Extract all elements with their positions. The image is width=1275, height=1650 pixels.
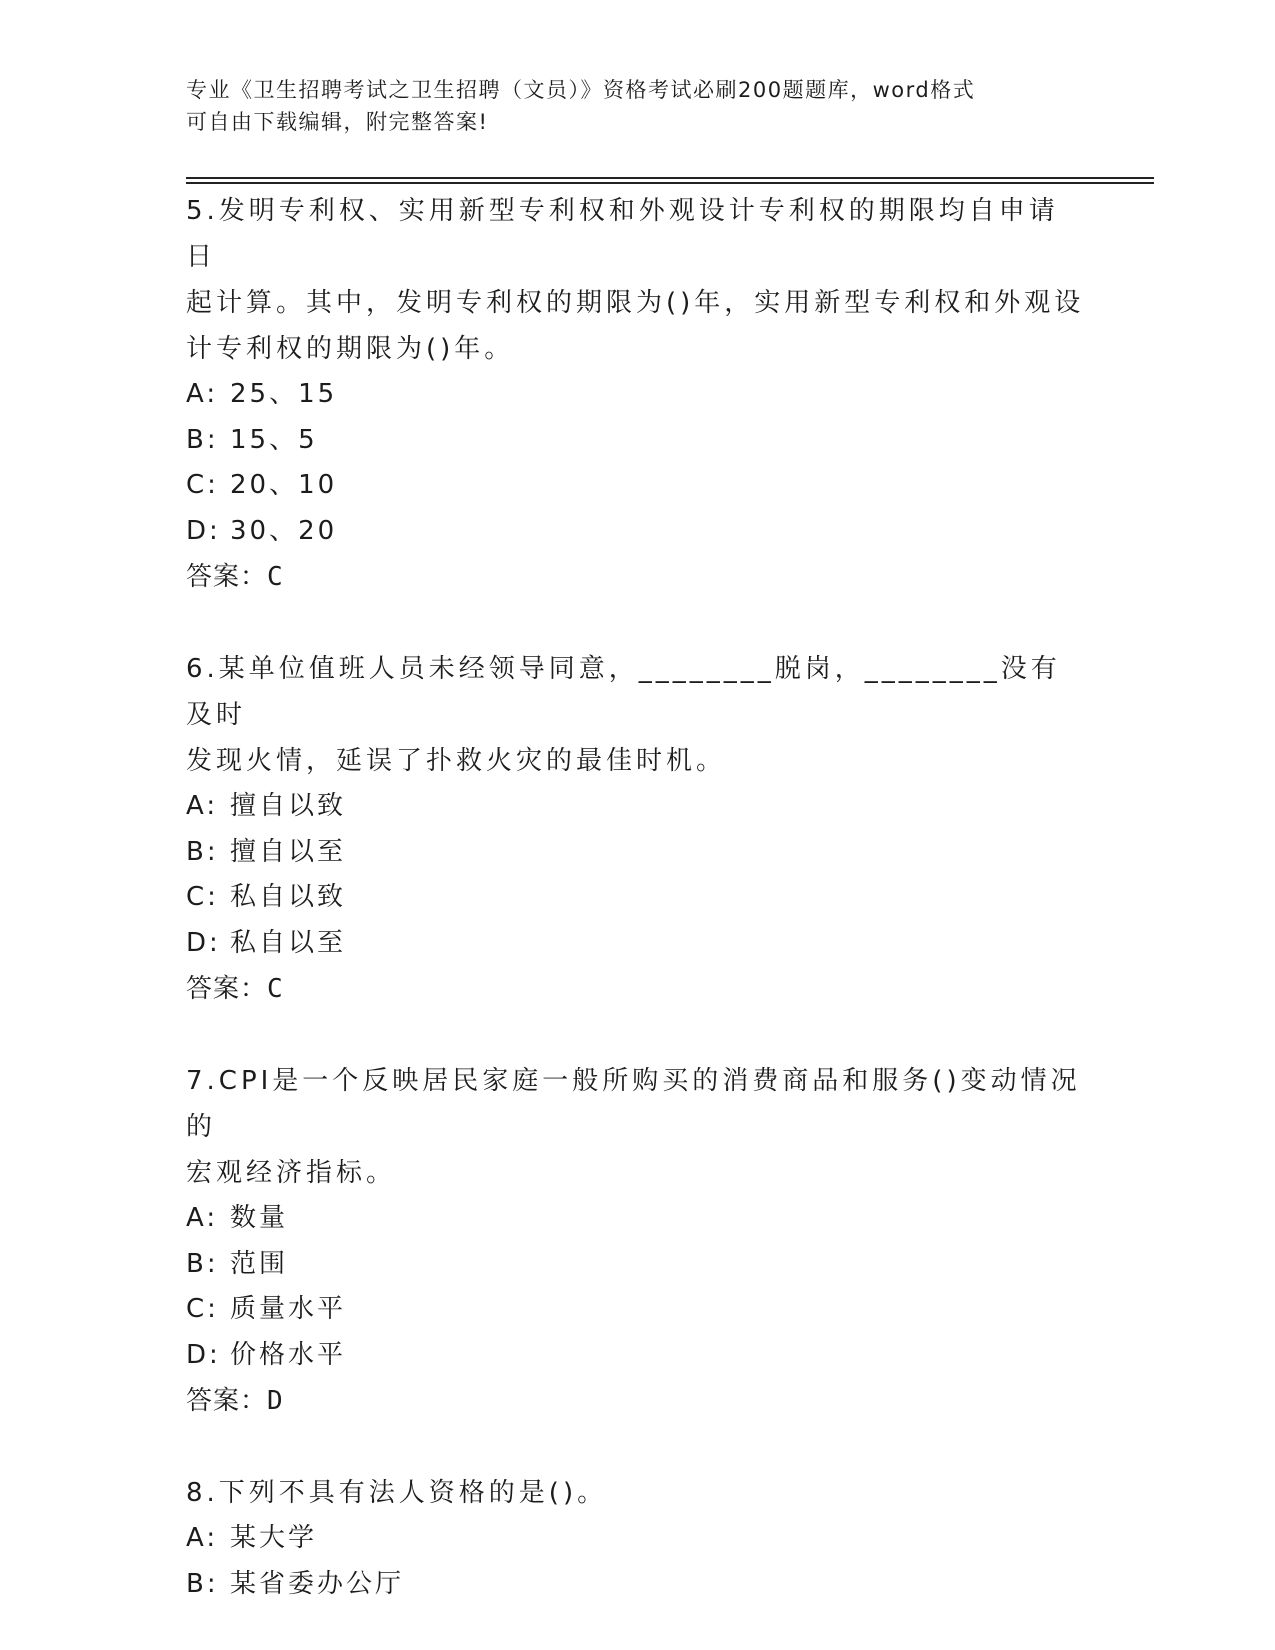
spacer — [186, 1012, 1086, 1058]
option-text: 私自以致 — [230, 882, 347, 912]
question-list — [186, 188, 1086, 1607]
option-key: D: — [186, 927, 221, 958]
option-key: A: — [186, 1203, 219, 1233]
stem-line: 6.某单位值班人员未经领导同意，________脱岗，________没有及时 — [186, 654, 1061, 730]
answer-label: 答案： — [186, 974, 268, 1004]
header-divider-top — [186, 177, 1154, 179]
option-c — [186, 463, 1086, 509]
option-c — [186, 1287, 1086, 1333]
option-key: B: — [186, 836, 219, 867]
option-a — [186, 372, 1086, 418]
option-key: B: — [186, 424, 219, 455]
option-key: C: — [186, 882, 219, 912]
option-a — [186, 1196, 1086, 1242]
option-text: 擅自以至 — [230, 836, 347, 867]
option-key: A: — [186, 379, 219, 409]
option-text: 擅自以致 — [230, 791, 347, 821]
option-text: 30、20 — [230, 515, 338, 546]
header-line-1: 专业《卫生招聘考试之卫生招聘（文员）》资格考试必刷200题题库，word格式 — [186, 78, 976, 102]
option-key: D: — [186, 1339, 221, 1370]
question-stem — [186, 1470, 1086, 1516]
spacer — [186, 1424, 1086, 1470]
question-stem — [186, 1058, 1086, 1196]
option-text: 20、10 — [230, 470, 338, 500]
header-line-2: 可自由下载编辑，附完整答案! — [186, 110, 489, 134]
question-8 — [186, 1470, 1086, 1607]
option-key: C: — [186, 1294, 219, 1324]
option-d — [186, 1333, 1086, 1379]
stem-line: 计专利权的期限为()年。 — [186, 334, 515, 364]
stem-line: 宏观经济指标。 — [186, 1158, 397, 1188]
answer — [186, 1378, 1086, 1424]
stem-line: 7.CPI是一个反映居民家庭一般所购买的消费商品和服务()变动情况的 — [186, 1066, 1081, 1142]
answer-value: C — [267, 562, 284, 592]
option-text: 价格水平 — [230, 1339, 347, 1370]
stem-line: 发现火情，延误了扑救火灾的最佳时机。 — [186, 746, 727, 776]
option-key: B: — [186, 1568, 219, 1599]
option-text: 私自以至 — [230, 927, 347, 958]
stem-line: 起计算。其中，发明专利权的期限为()年，实用新型专利权和外观设 — [186, 288, 1085, 318]
option-a — [186, 784, 1086, 830]
option-text: 质量水平 — [230, 1294, 347, 1324]
answer-value: D — [267, 1386, 284, 1416]
answer — [186, 966, 1086, 1012]
option-key: A: — [186, 1523, 219, 1553]
option-key: D: — [186, 515, 221, 546]
document-header — [186, 74, 1066, 138]
question-7 — [186, 1058, 1086, 1424]
answer-value: C — [267, 974, 284, 1004]
option-b — [186, 830, 1086, 876]
option-text: 某省委办公厅 — [230, 1568, 405, 1599]
option-d — [186, 921, 1086, 967]
spacer — [186, 600, 1086, 646]
option-text: 范围 — [230, 1248, 289, 1279]
option-key: B: — [186, 1248, 219, 1279]
option-a — [186, 1516, 1086, 1562]
option-text: 15、5 — [230, 424, 318, 455]
header-divider-bottom — [186, 182, 1154, 184]
question-stem — [186, 188, 1086, 372]
answer — [186, 554, 1086, 600]
question-5 — [186, 188, 1086, 600]
option-b — [186, 418, 1086, 464]
question-stem — [186, 646, 1086, 784]
question-6 — [186, 646, 1086, 1012]
option-d — [186, 509, 1086, 555]
option-key: C: — [186, 470, 219, 500]
option-b — [186, 1562, 1086, 1608]
option-b — [186, 1242, 1086, 1288]
option-text: 数量 — [230, 1203, 289, 1233]
answer-label: 答案： — [186, 562, 268, 592]
option-text: 25、15 — [230, 379, 338, 409]
stem-line: 8.下列不具有法人资格的是()。 — [186, 1478, 608, 1508]
option-text: 某大学 — [230, 1523, 318, 1553]
answer-label: 答案： — [186, 1386, 268, 1416]
option-c — [186, 875, 1086, 921]
option-key: A: — [186, 791, 219, 821]
stem-line: 5.发明专利权、实用新型专利权和外观设计专利权的期限均自申请日 — [186, 196, 1059, 272]
